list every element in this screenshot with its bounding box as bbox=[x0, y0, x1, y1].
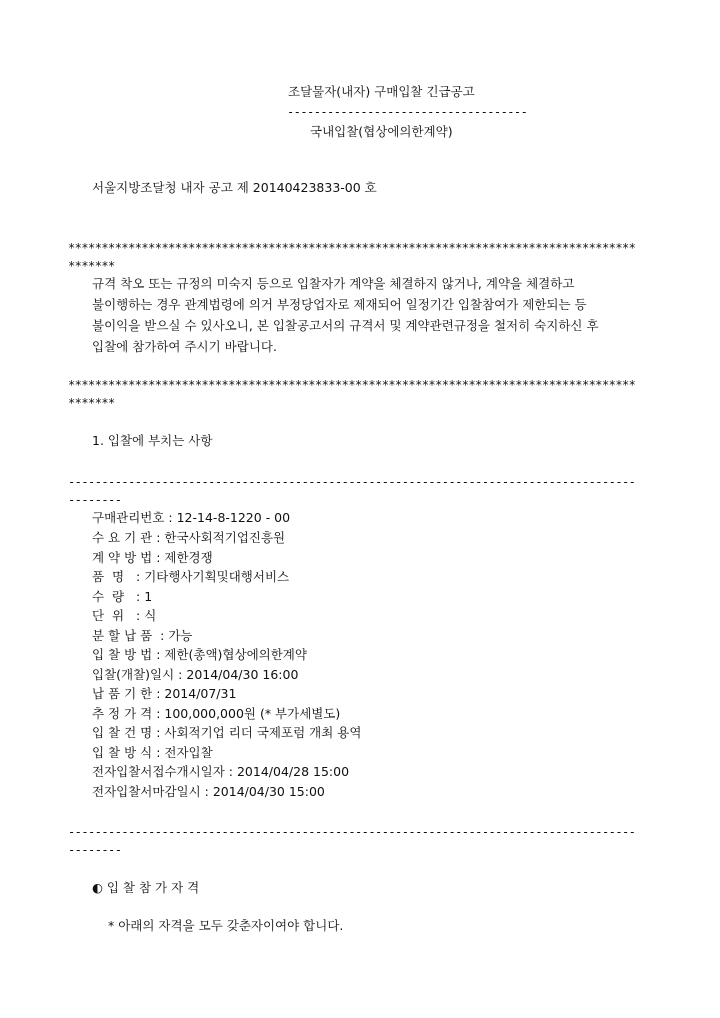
warning-line-3: 불이익을 받으실 수 있사오니, 본 입찰공고서의 규격서 및 계약관련규정을 철저히 숙지하신 후 bbox=[92, 318, 599, 333]
detail-bid-type: 입 찰 방 식 : 전자입찰 bbox=[92, 745, 213, 760]
dash-rule-continued: -------- bbox=[68, 843, 122, 857]
detail-demand-agency: 수 요 기 관 : 한국사회적기업진흥원 bbox=[92, 530, 286, 545]
warning-line-1: 규격 착오 또는 규정의 미숙지 등으로 입찰자가 계약을 체결하지 않거나, 계약을 체결하고 bbox=[92, 276, 575, 291]
detail-quantity: 수 량 : 1 bbox=[92, 589, 153, 604]
detail-bid-method: 입 찰 방 법 : 제한(총액)협상에의한계약 bbox=[92, 647, 307, 662]
dash-rule: ------------------------------------------------------------------------------------- bbox=[68, 825, 636, 839]
dash-rule: ------------------------------------------------------------------------------------- bbox=[68, 475, 636, 489]
detail-contract-method: 계 약 방 법 : 제한경쟁 bbox=[92, 550, 213, 565]
notice-number: 서울지방조달청 내자 공고 제 20140423833-00 호 bbox=[92, 180, 377, 195]
detail-item-name: 품 명 : 기타행사기획및대행서비스 bbox=[92, 569, 290, 584]
detail-e-bid-start: 전자입찰서접수개시일자 : 2014/04/28 15:00 bbox=[92, 764, 350, 779]
warning-line-4: 입찰에 참가하여 주시기 바랍니다. bbox=[92, 339, 277, 354]
qualification-note: * 아래의 자격을 모두 갖춘자이여야 합니다. bbox=[108, 918, 344, 933]
page-subtitle: 국내입찰(협상에의한계약) bbox=[310, 124, 453, 139]
section-heading: 1. 입찰에 부치는 사항 bbox=[92, 433, 213, 448]
detail-estimated-price: 추 정 가 격 : 100,000,000원 (* 부가세별도) bbox=[92, 706, 341, 721]
detail-procurement-number: 구매관리번호 : 12-14-8-1220 - 00 bbox=[92, 510, 291, 525]
detail-partial-delivery: 분 할 납 품 : 가능 bbox=[92, 628, 193, 643]
star-rule-continued: ******* bbox=[68, 396, 115, 410]
detail-e-bid-deadline: 전자입찰서마감일시 : 2014/04/30 15:00 bbox=[92, 784, 325, 799]
warning-line-2: 불이행하는 경우 관계법령에 의거 부정당업자로 제재되어 일정기간 입찰참여가 제한되는 등 bbox=[92, 297, 587, 312]
dash-rule-continued: -------- bbox=[68, 493, 122, 507]
title-underline: ------------------------------------ bbox=[287, 105, 528, 119]
detail-delivery-deadline: 납 품 기 한 : 2014/07/31 bbox=[92, 686, 237, 701]
star-rule: ************************************************************************************* bbox=[68, 378, 636, 392]
qualification-heading: ◐ 입 찰 참 가 자 격 bbox=[92, 880, 200, 895]
detail-bid-opening-datetime: 입찰(개찰)일시 : 2014/04/30 16:00 bbox=[92, 667, 299, 682]
page-title: 조달물자(내자) 구매입찰 긴급공고 bbox=[288, 84, 475, 99]
star-rule-continued: ******* bbox=[68, 259, 115, 273]
star-rule: ************************************************************************************* bbox=[68, 241, 636, 255]
detail-bid-title: 입 찰 건 명 : 사회적기업 리더 국제포럼 개최 용역 bbox=[92, 725, 362, 740]
detail-unit: 단 위 : 식 bbox=[92, 608, 157, 623]
